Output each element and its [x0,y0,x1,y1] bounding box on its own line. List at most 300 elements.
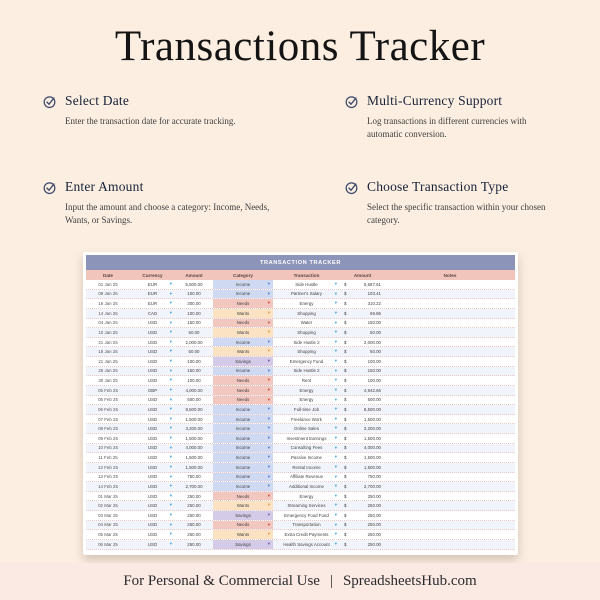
transaction-dropdown-cell[interactable] [273,386,340,395]
currency-value: USD [147,464,158,470]
notes-cell[interactable] [385,482,515,491]
converted-amount-value: 4,942.66 [363,387,381,393]
notes-cell[interactable] [385,530,515,539]
notes-cell[interactable] [385,501,515,510]
notes-cell[interactable] [385,511,515,520]
transaction-value: Emergency Fund [289,358,324,364]
transaction-dropdown-cell[interactable] [273,434,340,443]
transaction-dropdown-cell[interactable] [273,309,340,318]
converted-amount-cell[interactable] [340,299,385,308]
currency-symbol: $ [344,464,347,470]
notes-cell[interactable] [385,473,515,482]
currency-dropdown-cell[interactable] [130,463,175,472]
chevron-down-icon: ▾ [169,521,172,527]
date-cell[interactable]: 13 Feb 25 [98,474,118,480]
amount-cell[interactable]: 5,500.00 [185,281,203,287]
currency-dropdown-cell[interactable] [130,444,175,453]
amount-cell[interactable]: 250.00 [187,503,201,509]
notes-cell[interactable] [385,415,515,424]
chevron-down-icon: ▾ [267,483,270,489]
transaction-dropdown-cell[interactable] [273,280,340,289]
notes-cell[interactable] [385,405,515,414]
currency-symbol: $ [344,291,347,297]
transaction-value: Consulting Fees [290,445,323,451]
notes-cell[interactable] [385,444,515,453]
converted-amount-cell[interactable] [340,521,385,530]
category-dropdown-cell[interactable] [213,521,273,530]
notes-cell[interactable] [385,338,515,347]
date-cell[interactable]: 02 Mar 25 [98,503,118,509]
category-dropdown-cell[interactable] [213,396,273,405]
notes-cell[interactable] [385,357,515,366]
transaction-dropdown-cell[interactable] [273,338,340,347]
notes-cell[interactable] [385,299,515,308]
category-dropdown-cell[interactable] [213,309,273,318]
converted-amount-cell[interactable] [340,309,385,318]
table-row [86,280,515,290]
category-dropdown-cell[interactable] [213,530,273,539]
currency-dropdown-cell[interactable] [130,328,175,337]
table-row [86,386,515,396]
converted-amount-value: 250.00 [367,522,381,528]
table-row [86,290,515,300]
chevron-down-icon: ▾ [169,367,172,373]
date-cell[interactable]: 10 Feb 25 [98,445,118,451]
category-value: Income [235,445,251,451]
date-cell[interactable]: 12 Feb 25 [98,464,118,470]
chevron-down-icon: ▾ [334,454,337,460]
currency-dropdown-cell[interactable] [130,530,175,539]
currency-value: USD [147,426,158,432]
transaction-dropdown-cell[interactable] [273,290,340,299]
table-row [86,511,515,521]
chevron-down-icon: ▾ [169,406,172,412]
category-dropdown-cell[interactable] [213,299,273,308]
chevron-down-icon: ▾ [334,300,337,306]
notes-cell[interactable] [385,367,515,376]
table-row [86,338,515,348]
notes-cell[interactable] [385,463,515,472]
currency-symbol: $ [344,474,347,480]
category-dropdown-cell[interactable] [213,328,273,337]
converted-amount-cell[interactable] [340,386,385,395]
converted-amount-cell[interactable] [340,434,385,443]
chevron-down-icon: ▾ [267,348,270,354]
feature-description: Select the specific transaction within your chosen category. [367,202,546,226]
converted-amount-cell[interactable] [340,396,385,405]
date-cell[interactable]: 09 Feb 25 [98,435,118,441]
converted-amount-cell[interactable] [340,463,385,472]
chevron-down-icon: ▾ [169,348,172,354]
notes-cell[interactable] [385,434,515,443]
check-circle-icon [42,180,57,195]
chevron-down-icon: ▾ [334,319,337,325]
transaction-dropdown-cell[interactable] [273,405,340,414]
date-cell[interactable]: 05 Feb 25 [98,397,118,403]
amount-cell[interactable]: 2,700.00 [185,483,203,489]
transaction-dropdown-cell[interactable] [273,328,340,337]
currency-dropdown-cell[interactable] [130,396,175,405]
date-cell[interactable]: 03 Mar 25 [98,512,118,518]
currency-dropdown-cell[interactable] [130,424,175,433]
transaction-dropdown-cell[interactable] [273,453,340,462]
chevron-down-icon: ▾ [169,492,172,498]
converted-amount-value: 150.00 [367,368,381,374]
converted-amount-cell[interactable] [340,347,385,356]
converted-amount-value: 310.22 [367,301,381,307]
category-dropdown-cell[interactable] [213,347,273,356]
amount-cell[interactable]: 150.00 [187,368,201,374]
category-dropdown-cell[interactable] [213,492,273,501]
category-value: Income [235,416,251,422]
sheet-title: TRANSACTION TRACKER [86,255,515,270]
category-dropdown-cell[interactable] [213,501,273,510]
transaction-dropdown-cell[interactable] [273,319,340,328]
date-cell[interactable]: 01 Mar 25 [98,493,118,499]
currency-dropdown-cell[interactable] [130,357,175,366]
chevron-down-icon: ▾ [334,309,337,315]
transaction-dropdown-cell[interactable] [273,367,340,376]
converted-amount-cell[interactable] [340,424,385,433]
amount-cell[interactable]: 8,500.00 [185,406,203,412]
amount-cell[interactable]: 250.00 [187,512,201,518]
currency-dropdown-cell[interactable] [130,521,175,530]
currency-dropdown-cell[interactable] [130,540,175,549]
amount-cell[interactable]: 750.00 [187,474,201,480]
notes-cell[interactable] [385,290,515,299]
amount-cell[interactable]: 100.00 [187,378,201,384]
date-cell[interactable]: 01 Jan 25 [98,281,118,287]
currency-dropdown-cell[interactable] [130,453,175,462]
notes-cell[interactable] [385,319,515,328]
notes-cell[interactable] [385,396,515,405]
transaction-dropdown-cell[interactable] [273,501,340,510]
date-cell[interactable]: 08 Feb 25 [98,426,118,432]
transaction-value: Streaming Services [287,503,326,509]
date-cell[interactable]: 06 Mar 25 [98,541,118,547]
notes-cell[interactable] [385,280,515,289]
converted-amount-cell[interactable] [340,280,385,289]
currency-dropdown-cell[interactable] [130,501,175,510]
footer-site-link[interactable]: SpreadsheetsHub.com [342,573,477,589]
category-dropdown-cell[interactable] [213,357,273,366]
amount-cell[interactable]: 4,000.00 [185,387,203,393]
chevron-down-icon: ▾ [334,512,337,518]
currency-symbol: $ [344,512,347,518]
amount-cell[interactable]: 2,000.00 [185,339,203,345]
date-cell[interactable]: 04 Jan 25 [98,320,118,326]
category-dropdown-cell[interactable] [213,338,273,347]
converted-amount-cell[interactable] [340,338,385,347]
category-dropdown-cell[interactable] [213,280,273,289]
converted-amount-cell[interactable] [340,357,385,366]
transaction-dropdown-cell[interactable] [273,521,340,530]
category-value: Income [235,455,251,461]
date-cell[interactable]: 14 Feb 25 [98,483,118,489]
category-dropdown-cell[interactable] [213,367,273,376]
currency-symbol: $ [344,320,347,326]
transaction-value: Emergency Food Fund [284,512,329,518]
chevron-down-icon: ▾ [267,444,270,450]
chevron-down-icon: ▾ [169,281,172,287]
converted-amount-value: 500.00 [367,397,381,403]
chevron-down-icon: ▾ [169,329,172,335]
transaction-dropdown-cell[interactable] [273,299,340,308]
chevron-down-icon: ▾ [169,502,172,508]
transaction-dropdown-cell[interactable] [273,540,340,549]
converted-amount-cell[interactable] [340,501,385,510]
amount-cell[interactable]: 1,500.00 [185,464,203,470]
currency-dropdown-cell[interactable] [130,280,175,289]
transaction-dropdown-cell[interactable] [273,511,340,520]
category-value: Savings [235,358,251,364]
category-dropdown-cell[interactable] [213,405,273,414]
amount-cell[interactable]: 250.00 [187,493,201,499]
category-dropdown-cell[interactable] [213,453,273,462]
chevron-down-icon: ▾ [267,281,270,287]
currency-value: USD [147,493,158,499]
category-dropdown-cell[interactable] [213,415,273,424]
converted-amount-cell[interactable] [340,540,385,549]
notes-cell[interactable] [385,376,515,385]
currency-dropdown-cell[interactable] [130,511,175,520]
currency-symbol: $ [344,281,347,287]
currency-dropdown-cell[interactable] [130,367,175,376]
chevron-down-icon: ▾ [267,367,270,373]
transaction-value: Shopping [297,310,316,316]
date-cell[interactable]: 10 Jan 25 [98,329,118,335]
notes-cell[interactable] [385,521,515,530]
category-dropdown-cell[interactable] [213,376,273,385]
converted-amount-cell[interactable] [340,492,385,501]
currency-symbol: $ [344,329,347,335]
date-cell[interactable]: 09 Jan 25 [98,291,118,297]
transaction-value: Partner's Salary [290,291,323,297]
chevron-down-icon: ▾ [334,444,337,450]
notes-cell[interactable] [385,453,515,462]
transaction-dropdown-cell[interactable] [273,415,340,424]
category-dropdown-cell[interactable] [213,511,273,520]
category-dropdown-cell[interactable] [213,434,273,443]
currency-dropdown-cell[interactable] [130,386,175,395]
currency-dropdown-cell[interactable] [130,473,175,482]
chevron-down-icon: ▾ [169,396,172,402]
check-circle-icon [344,94,359,109]
currency-dropdown-cell[interactable] [130,376,175,385]
currency-value: USD [147,320,158,326]
amount-cell[interactable]: 50.00 [188,329,200,335]
currency-symbol: $ [344,310,347,316]
amount-cell[interactable]: 500.00 [187,397,201,403]
converted-amount-cell[interactable] [340,328,385,337]
chevron-down-icon: ▾ [267,415,270,421]
amount-cell[interactable]: 3,200.00 [185,426,203,432]
date-cell[interactable]: 05 Feb 25 [98,387,118,393]
amount-cell[interactable]: 4,000.00 [185,445,203,451]
date-cell[interactable]: 07 Feb 25 [98,416,118,422]
amount-cell[interactable]: 150.00 [187,320,201,326]
currency-dropdown-cell[interactable] [130,347,175,356]
converted-amount-cell[interactable] [340,367,385,376]
notes-cell[interactable] [385,328,515,337]
feature-transaction-type [344,179,562,229]
currency-dropdown-cell[interactable] [130,415,175,424]
transaction-dropdown-cell[interactable] [273,376,340,385]
table-row [86,434,515,444]
chevron-down-icon: ▾ [169,463,172,469]
transaction-value: Rental Income [292,464,321,470]
amount-cell[interactable]: 1,500.00 [185,455,203,461]
amount-cell[interactable]: 250.00 [187,522,201,528]
currency-dropdown-cell[interactable] [130,299,175,308]
amount-cell[interactable]: 50.00 [188,349,200,355]
converted-amount-cell[interactable] [340,511,385,520]
amount-cell[interactable]: 300.00 [187,301,201,307]
date-cell[interactable]: 25 Jan 25 [98,368,118,374]
transaction-dropdown-cell[interactable] [273,530,340,539]
date-cell[interactable]: 05 Mar 25 [98,532,118,538]
currency-dropdown-cell[interactable] [130,482,175,491]
currency-symbol: $ [344,445,347,451]
currency-value: USD [147,483,158,489]
feature-description: Log transactions in different currencies with automatic conversion. [367,116,527,140]
currency-symbol: $ [344,349,347,355]
chevron-down-icon: ▾ [169,386,172,392]
converted-amount-cell[interactable] [340,319,385,328]
currency-dropdown-cell[interactable] [130,492,175,501]
transaction-dropdown-cell[interactable] [273,473,340,482]
date-cell[interactable]: 21 Jan 25 [98,339,118,345]
amount-cell[interactable]: 250.00 [187,532,201,538]
currency-symbol: $ [344,378,347,384]
category-dropdown-cell[interactable] [213,319,273,328]
date-cell[interactable]: 11 Feb 25 [98,455,118,461]
category-dropdown-cell[interactable] [213,463,273,472]
converted-amount-value: 100.00 [367,358,381,364]
date-cell[interactable]: 04 Mar 25 [98,522,118,528]
converted-amount-cell[interactable] [340,415,385,424]
date-cell[interactable]: 30 Jan 25 [98,378,118,384]
date-cell[interactable]: 14 Jan 25 [98,310,118,316]
transaction-dropdown-cell[interactable] [273,424,340,433]
transaction-dropdown-cell[interactable] [273,482,340,491]
amount-cell[interactable]: 100.00 [187,358,201,364]
table-row [86,492,515,502]
transaction-dropdown-cell[interactable] [273,347,340,356]
converted-amount-cell[interactable] [340,376,385,385]
category-dropdown-cell[interactable] [213,424,273,433]
table-row [86,415,515,425]
transaction-dropdown-cell[interactable] [273,444,340,453]
notes-cell[interactable] [385,347,515,356]
converted-amount-value: 2,000.00 [363,339,381,345]
category-dropdown-cell[interactable] [213,540,273,549]
column-header-currency: Currency [142,272,163,278]
amount-cell[interactable]: 1,500.00 [185,435,203,441]
notes-cell[interactable] [385,386,515,395]
transaction-dropdown-cell[interactable] [273,463,340,472]
currency-dropdown-cell[interactable] [130,290,175,299]
date-cell[interactable]: 18 Jan 25 [98,349,118,355]
chevron-down-icon: ▾ [169,444,172,450]
date-cell[interactable]: 16 Jan 25 [98,301,118,307]
category-dropdown-cell[interactable] [213,444,273,453]
currency-value: USD [147,358,158,364]
converted-amount-cell[interactable] [340,453,385,462]
chevron-down-icon: ▾ [267,300,270,306]
transaction-value: Energy [299,387,314,393]
chevron-down-icon: ▾ [334,502,337,508]
transaction-value: Energy [299,301,314,307]
converted-amount-cell[interactable] [340,530,385,539]
chevron-down-icon: ▾ [267,454,270,460]
currency-symbol: $ [344,503,347,509]
transaction-dropdown-cell[interactable] [273,357,340,366]
chevron-down-icon: ▾ [334,425,337,431]
date-cell[interactable]: 21 Jan 25 [98,358,118,364]
currency-dropdown-cell[interactable] [130,405,175,414]
converted-amount-cell[interactable] [340,444,385,453]
transaction-value: Water [300,320,313,326]
category-value: Income [235,426,251,432]
category-value: Income [235,464,251,470]
converted-amount-cell[interactable] [340,290,385,299]
transaction-value: Investment Earnings [286,435,327,441]
converted-amount-cell[interactable] [340,482,385,491]
currency-dropdown-cell[interactable] [130,319,175,328]
notes-cell[interactable] [385,424,515,433]
notes-cell[interactable] [385,309,515,318]
currency-value: CAD [147,310,158,316]
currency-value: USD [147,474,158,480]
transaction-dropdown-cell[interactable] [273,492,340,501]
converted-amount-value: 2,700.00 [363,483,381,489]
currency-dropdown-cell[interactable] [130,309,175,318]
chevron-down-icon: ▾ [169,483,172,489]
amount-cell[interactable]: 1,500.00 [185,416,203,422]
column-header-category: Category [233,272,253,278]
converted-amount-cell[interactable] [340,473,385,482]
category-dropdown-cell[interactable] [213,482,273,491]
date-cell[interactable]: 06 Feb 25 [98,406,118,412]
chevron-down-icon: ▾ [267,319,270,325]
amount-cell[interactable]: 250.00 [187,541,201,547]
transaction-dropdown-cell[interactable] [273,396,340,405]
currency-dropdown-cell[interactable] [130,434,175,443]
table-row [86,424,515,434]
notes-cell[interactable] [385,492,515,501]
category-value: Needs [236,522,250,528]
category-dropdown-cell[interactable] [213,386,273,395]
category-value: Income [235,281,251,287]
currency-symbol: $ [344,522,347,528]
transaction-value: Shopping [297,329,316,335]
category-dropdown-cell[interactable] [213,290,273,299]
currency-dropdown-cell[interactable] [130,338,175,347]
column-header-notes: Notes [443,272,457,278]
notes-cell[interactable] [385,540,515,549]
chevron-down-icon: ▾ [334,281,337,287]
feature-multi-currency [344,93,562,143]
amount-cell[interactable]: 100.00 [187,310,201,316]
converted-amount-cell[interactable] [340,405,385,414]
sheet-column-headers [86,270,515,280]
category-dropdown-cell[interactable] [213,473,273,482]
table-row [86,328,515,338]
amount-cell[interactable]: 100.00 [187,291,201,297]
table-row [86,309,515,319]
feature-select-date [42,93,344,143]
